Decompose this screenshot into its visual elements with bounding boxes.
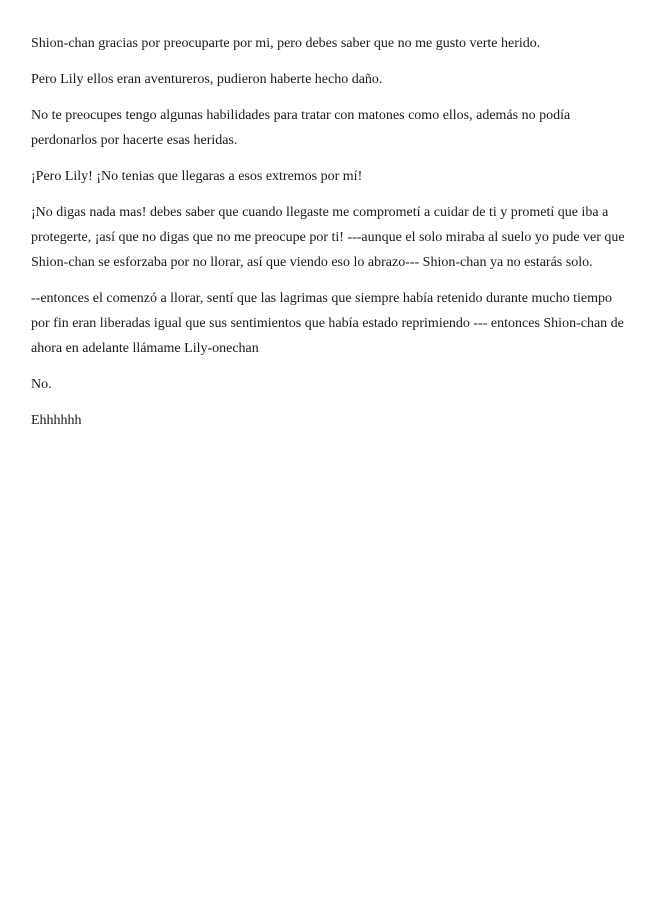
paragraph: ¡Pero Lily! ¡No tenias que llegaras a esos extremos por mí! (31, 169, 363, 184)
paragraph: No te preocupes tengo algunas habilidades para tratar con matones como ellos, además no podía perdonarlos por hacerte esas heridas. (31, 108, 571, 148)
paragraph: --entonces el comenzó a llorar, sentí que las lagrimas que siempre había retenido durante mucho tiempo por fin eran liberadas igual que sus sentimientos que había estado reprimiendo --- entonces Shion-chan de ahora en adelante llámame Lily-onechan (31, 291, 624, 356)
paragraph: Shion-chan gracias por preocuparte por mi, pero debes saber que no me gusto verte herido. (31, 36, 541, 51)
paragraph: ¡No digas nada mas! debes saber que cuando llegaste me comprometí a cuidar de ti y prometí que iba a protegerte, ¡así que no digas que no me preocupe por ti! ---aunque el solo miraba al suelo yo pude ver que Shion-chan se esforzaba por no llorar, así que viendo eso lo abrazo--- Shion-chan ya no estarás solo. (31, 205, 625, 270)
paragraph: Pero Lily ellos eran aventureros, pudieron haberte hecho daño. (31, 72, 383, 87)
paragraph: No. (31, 377, 52, 392)
document-body (31, 31, 631, 444)
paragraph: Ehhhhhh (31, 413, 82, 428)
